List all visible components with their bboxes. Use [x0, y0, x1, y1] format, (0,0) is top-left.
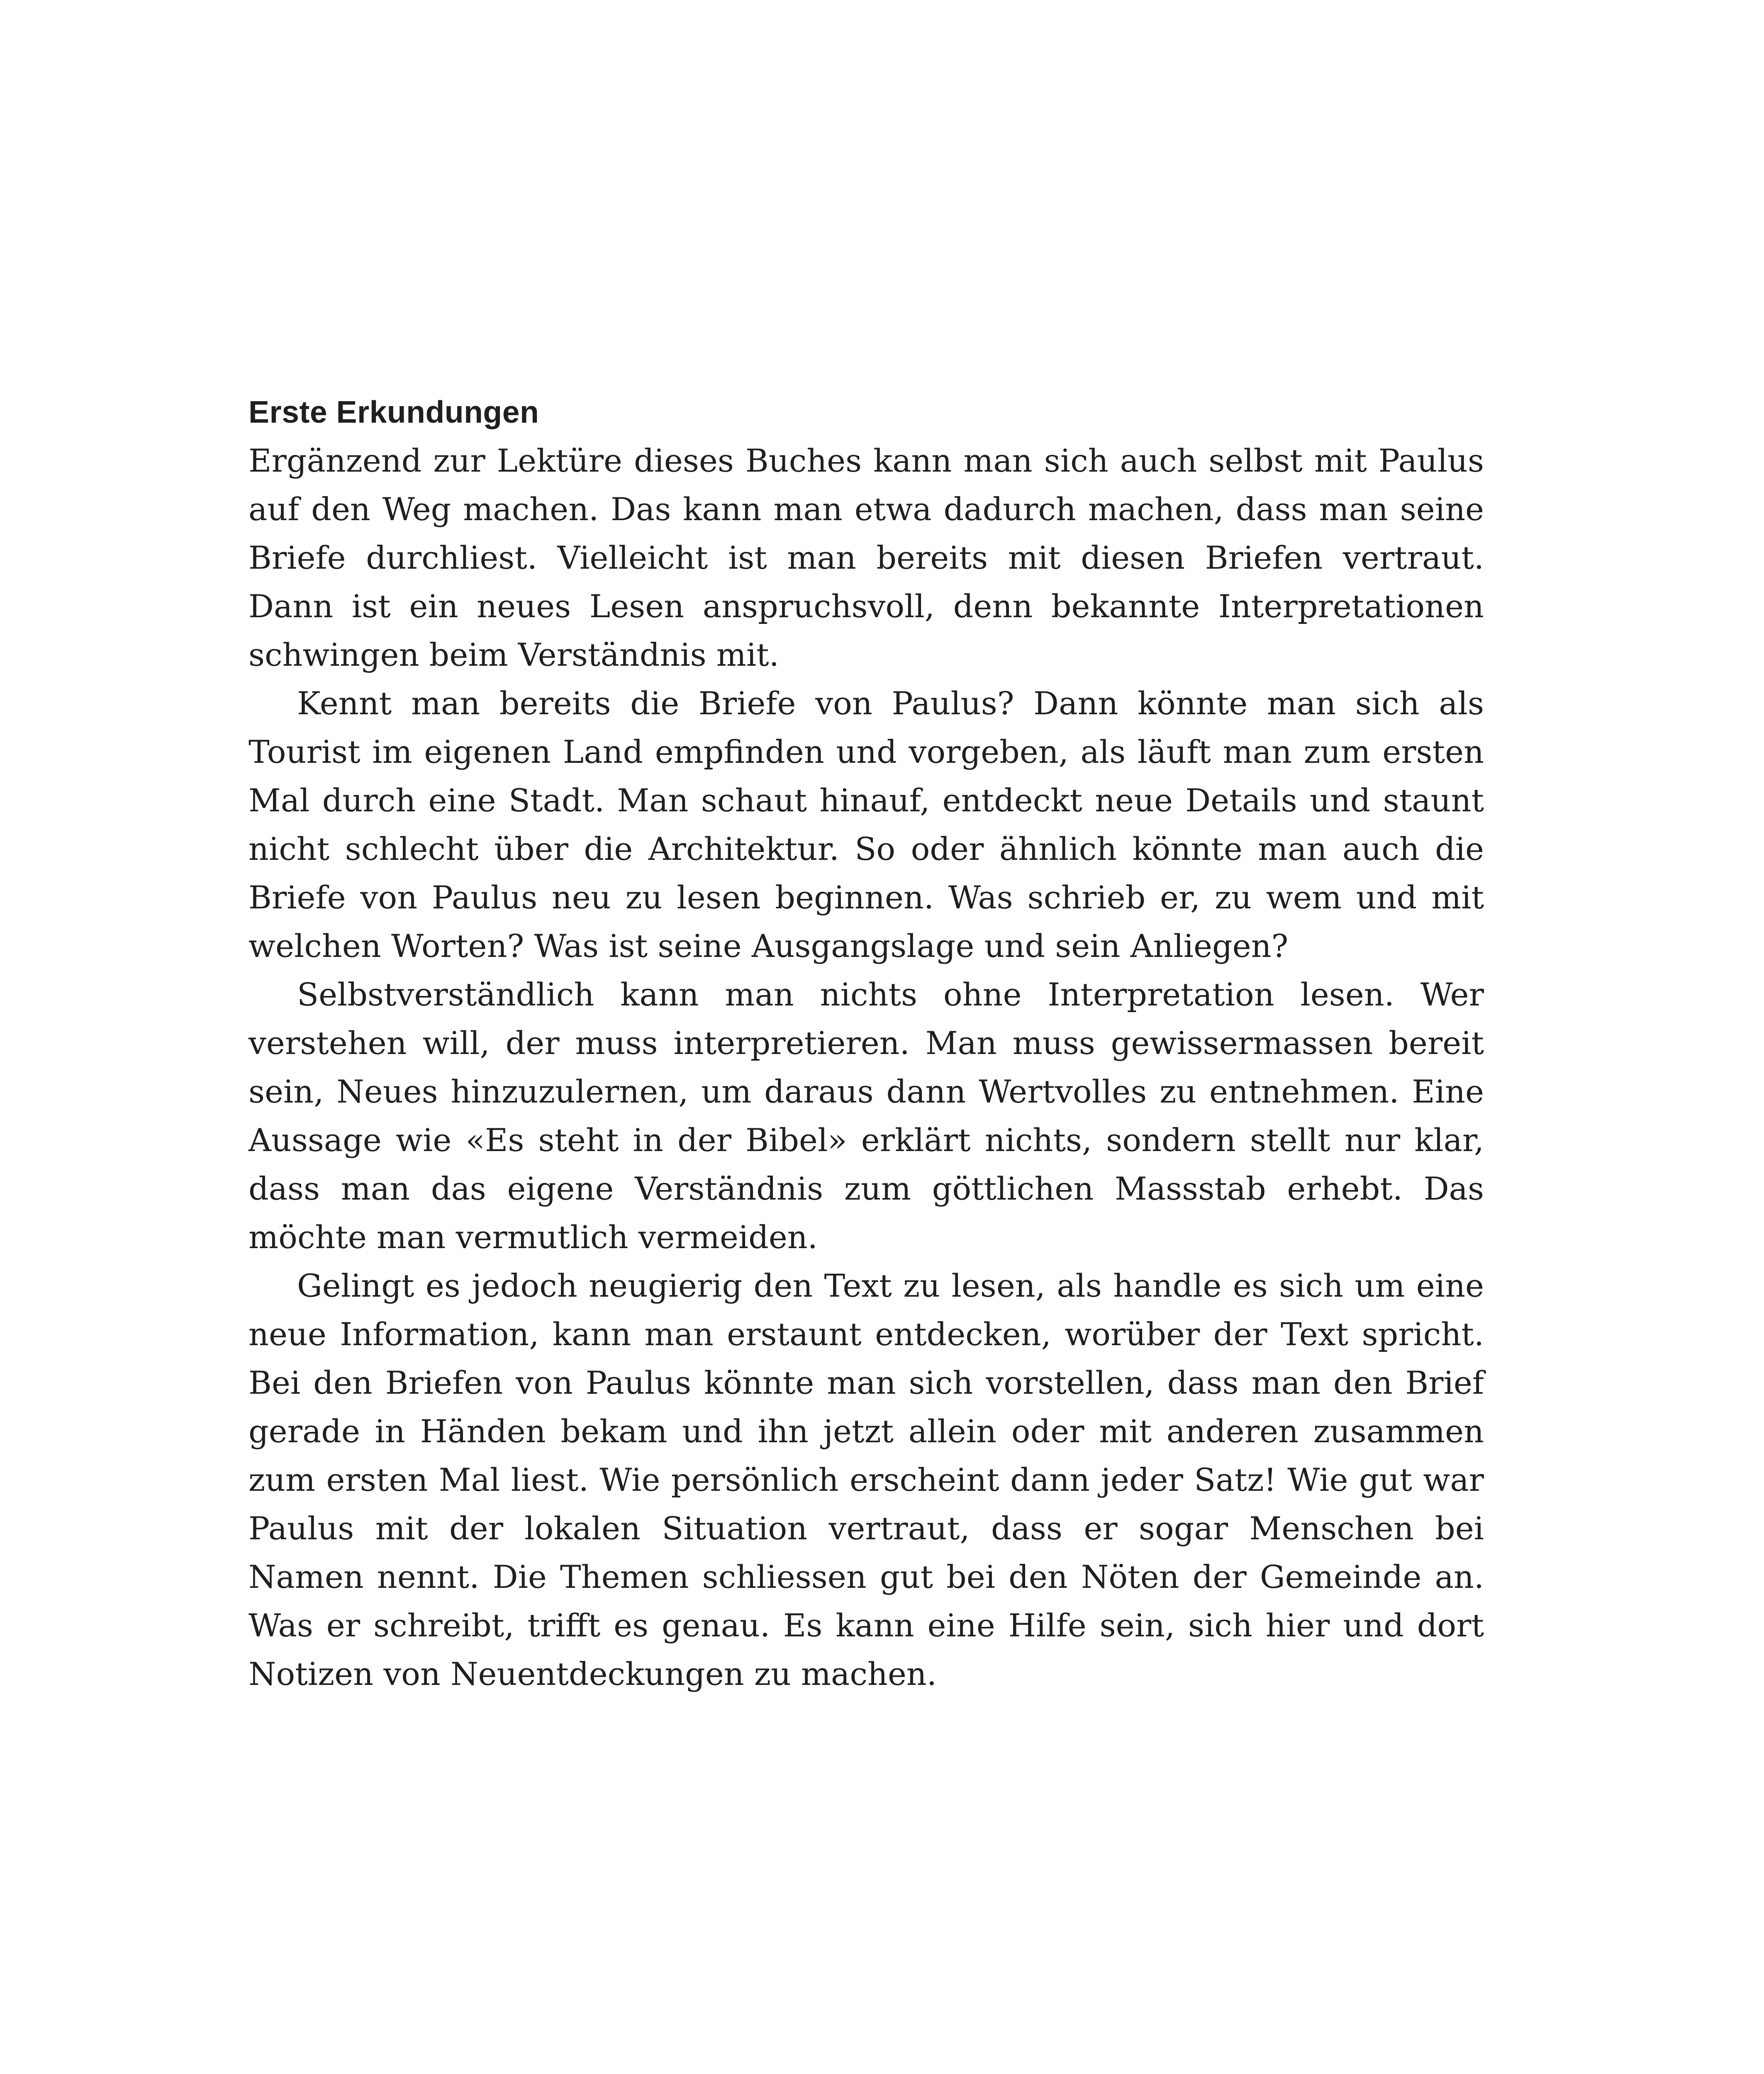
section-heading: Erste Erkundungen — [249, 394, 539, 429]
paragraph-3: Selbstverständlich kann man nichts ohne Interpretation lesen. Wer verstehen will, der muss interpretieren. Man muss gewissermassen bereit sein, Neues hinzuzulernen, um daraus dann Wertvolles zu entnehmen. Eine Aussage wie «Es steht in der Bibel» erklärt nichts, sondern stellt nur klar, dass man das eigene Verständnis zum göttlichen Massstab erhebt. Das möchte man vermutlich vermeiden. — [249, 976, 1484, 1256]
paragraph-2: Kennt man bereits die Briefe von Paulus? Dann könnte man sich als Tourist im eigenen Land empfinden und vorgeben, als läuft man zum ersten Mal durch eine Stadt. Man schaut hinauf, entdeckt neue Details und staunt nicht schlecht über die Architektur. So oder ähnlich könnte man auch die Briefe von Paulus neu zu lesen beginnen. Was schrieb er, zu wem und mit welchen Worten? Was ist seine Ausgangslage und sein Anliegen? — [249, 685, 1484, 964]
text-block — [249, 388, 1484, 1698]
paragraph-1: Ergänzend zur Lektüre dieses Buches kann man sich auch selbst mit Paulus auf den Weg machen. Das kann man etwa dadurch machen, dass man seine Briefe durchliest. Vielleicht ist man bereits mit diesen Briefen vertraut. Dann ist ein neues Lesen anspruchsvoll, denn bekannte Interpretationen schwingen beim Verständnis mit. — [249, 442, 1484, 673]
paragraph-4: Gelingt es jedoch neugierig den Text zu lesen, als handle es sich um eine neue Information, kann man erstaunt entdecken, worüber der Text spricht. Bei den Briefen von Paulus könnte man sich vorstellen, dass man den Brief gerade in Händen bekam und ihn jetzt allein oder mit anderen zusammen zum ersten Mal liest. Wie persönlich erscheint dann jeder Satz! Wie gut war Paulus mit der lokalen Situation vertraut, dass er sogar Menschen bei Namen nennt. Die Themen schliessen gut bei den Nöten der Gemeinde an. Was er schreibt, trifft es genau. Es kann eine Hilfe sein, sich hier und dort Notizen von Neuentdeckungen zu machen. — [249, 1267, 1484, 1692]
